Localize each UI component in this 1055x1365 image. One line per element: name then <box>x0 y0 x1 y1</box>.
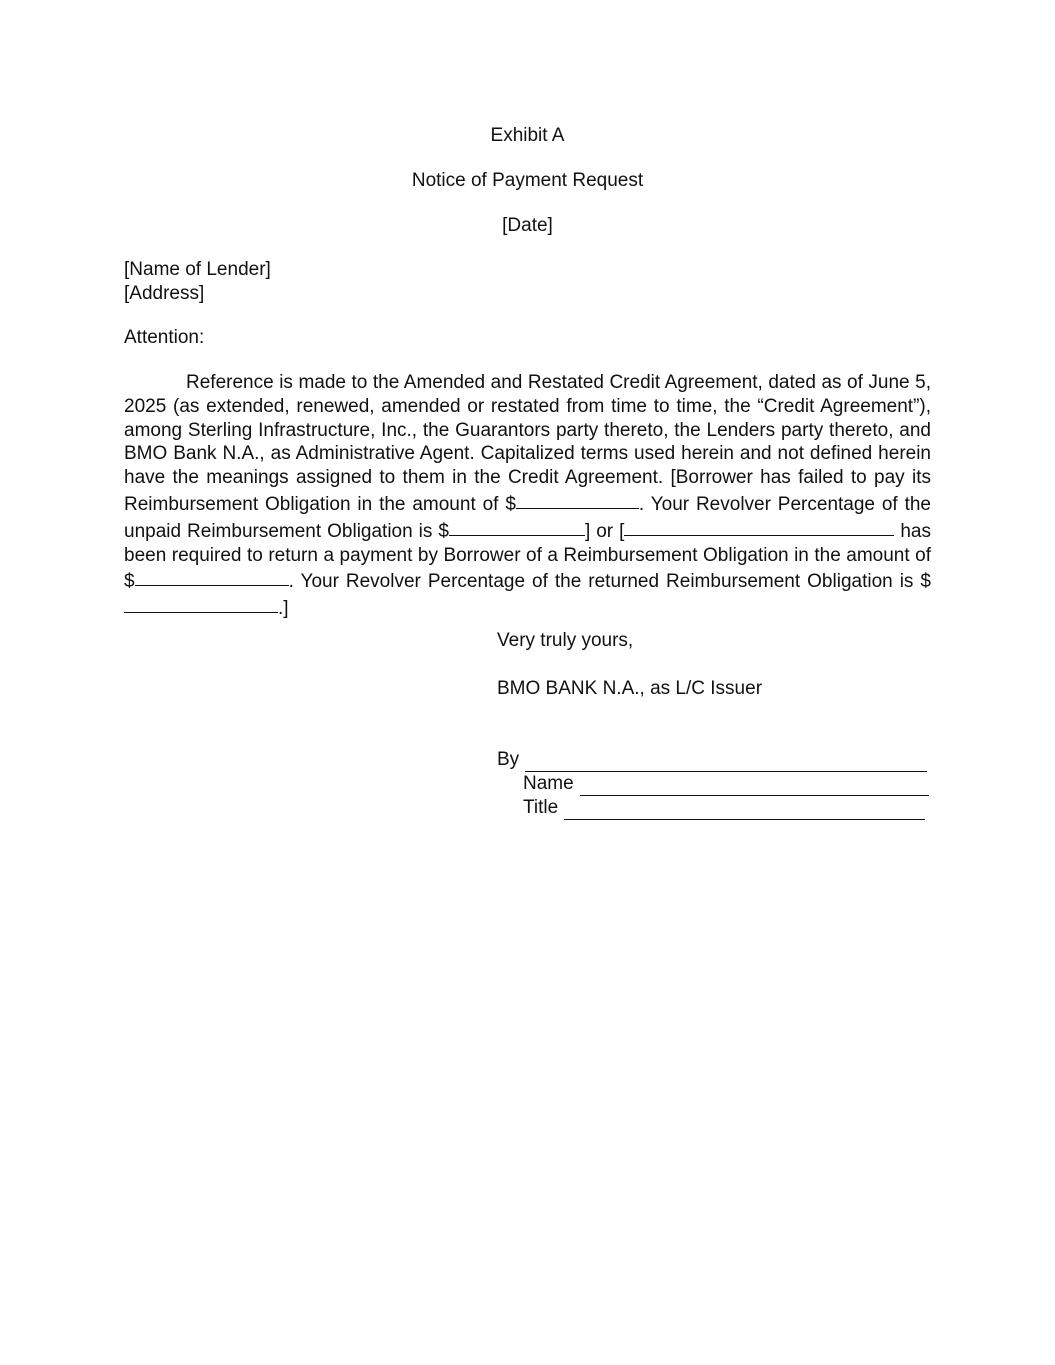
lender-address: [Address] <box>124 283 205 304</box>
blank-reimbursement-amount <box>516 489 639 509</box>
body-text-part-2: . Your Revolver Percentage of the unpaid Reimbursement Obligation is $ <box>124 493 931 542</box>
body-text-part-6: .] <box>278 598 289 620</box>
blank-alternative-clause <box>624 516 894 536</box>
body-text-part-3: ] or [ <box>584 520 625 542</box>
lender-name: [Name of Lender] <box>124 259 271 280</box>
blank-returned-amount <box>135 566 289 586</box>
body-text-part-5: . Your Revolver Percentage of the returned Reimbursement Obligation is $ <box>288 571 931 593</box>
notice-title: Notice of Payment Request <box>411 170 644 191</box>
body-text-part-4: has been required to return a payment by Borrower of a Reimbursement Obligation in the amount of $ <box>124 520 931 593</box>
signature-title-row <box>523 796 925 820</box>
attention-line: Attention: <box>124 327 205 348</box>
signature-by-row <box>497 748 927 772</box>
name-label: Name <box>523 773 574 794</box>
title-label: Title <box>523 797 559 818</box>
issuer-role: , as L/C Issuer <box>639 678 763 699</box>
by-label: By <box>497 749 520 770</box>
issuer-name: BMO BANK N.A. <box>497 678 640 699</box>
exhibit-title: Exhibit A <box>490 125 565 146</box>
body-text-part-1: Reference is made to the Amended and Restated Credit Agreement, dated as of June 5, 2025 (as extended, renewed, amended or restated from time to time, the “Credit Agreement”), among Sterling Infrastructure, Inc., the Guarantors party thereto, the Lenders party thereto, and BMO Bank N.A., as Administrative Agent. Capitalized terms used herein and not defined herein have the meanings assigned to them in the Credit Agreement. [Borrower has failed to pay its Reimbursement Obligation in the amount of $ <box>124 372 931 515</box>
signature-name-row <box>523 772 929 796</box>
title-signature-line <box>564 799 925 820</box>
blank-unpaid-percentage <box>449 516 585 536</box>
blank-returned-percentage <box>124 593 278 613</box>
closing-salutation: Very truly yours, <box>497 630 634 651</box>
body-paragraph <box>124 371 931 621</box>
date-placeholder: [Date] <box>502 215 553 236</box>
name-signature-line <box>580 775 929 796</box>
by-signature-line <box>525 751 927 772</box>
issuer-signature-block <box>497 677 762 701</box>
